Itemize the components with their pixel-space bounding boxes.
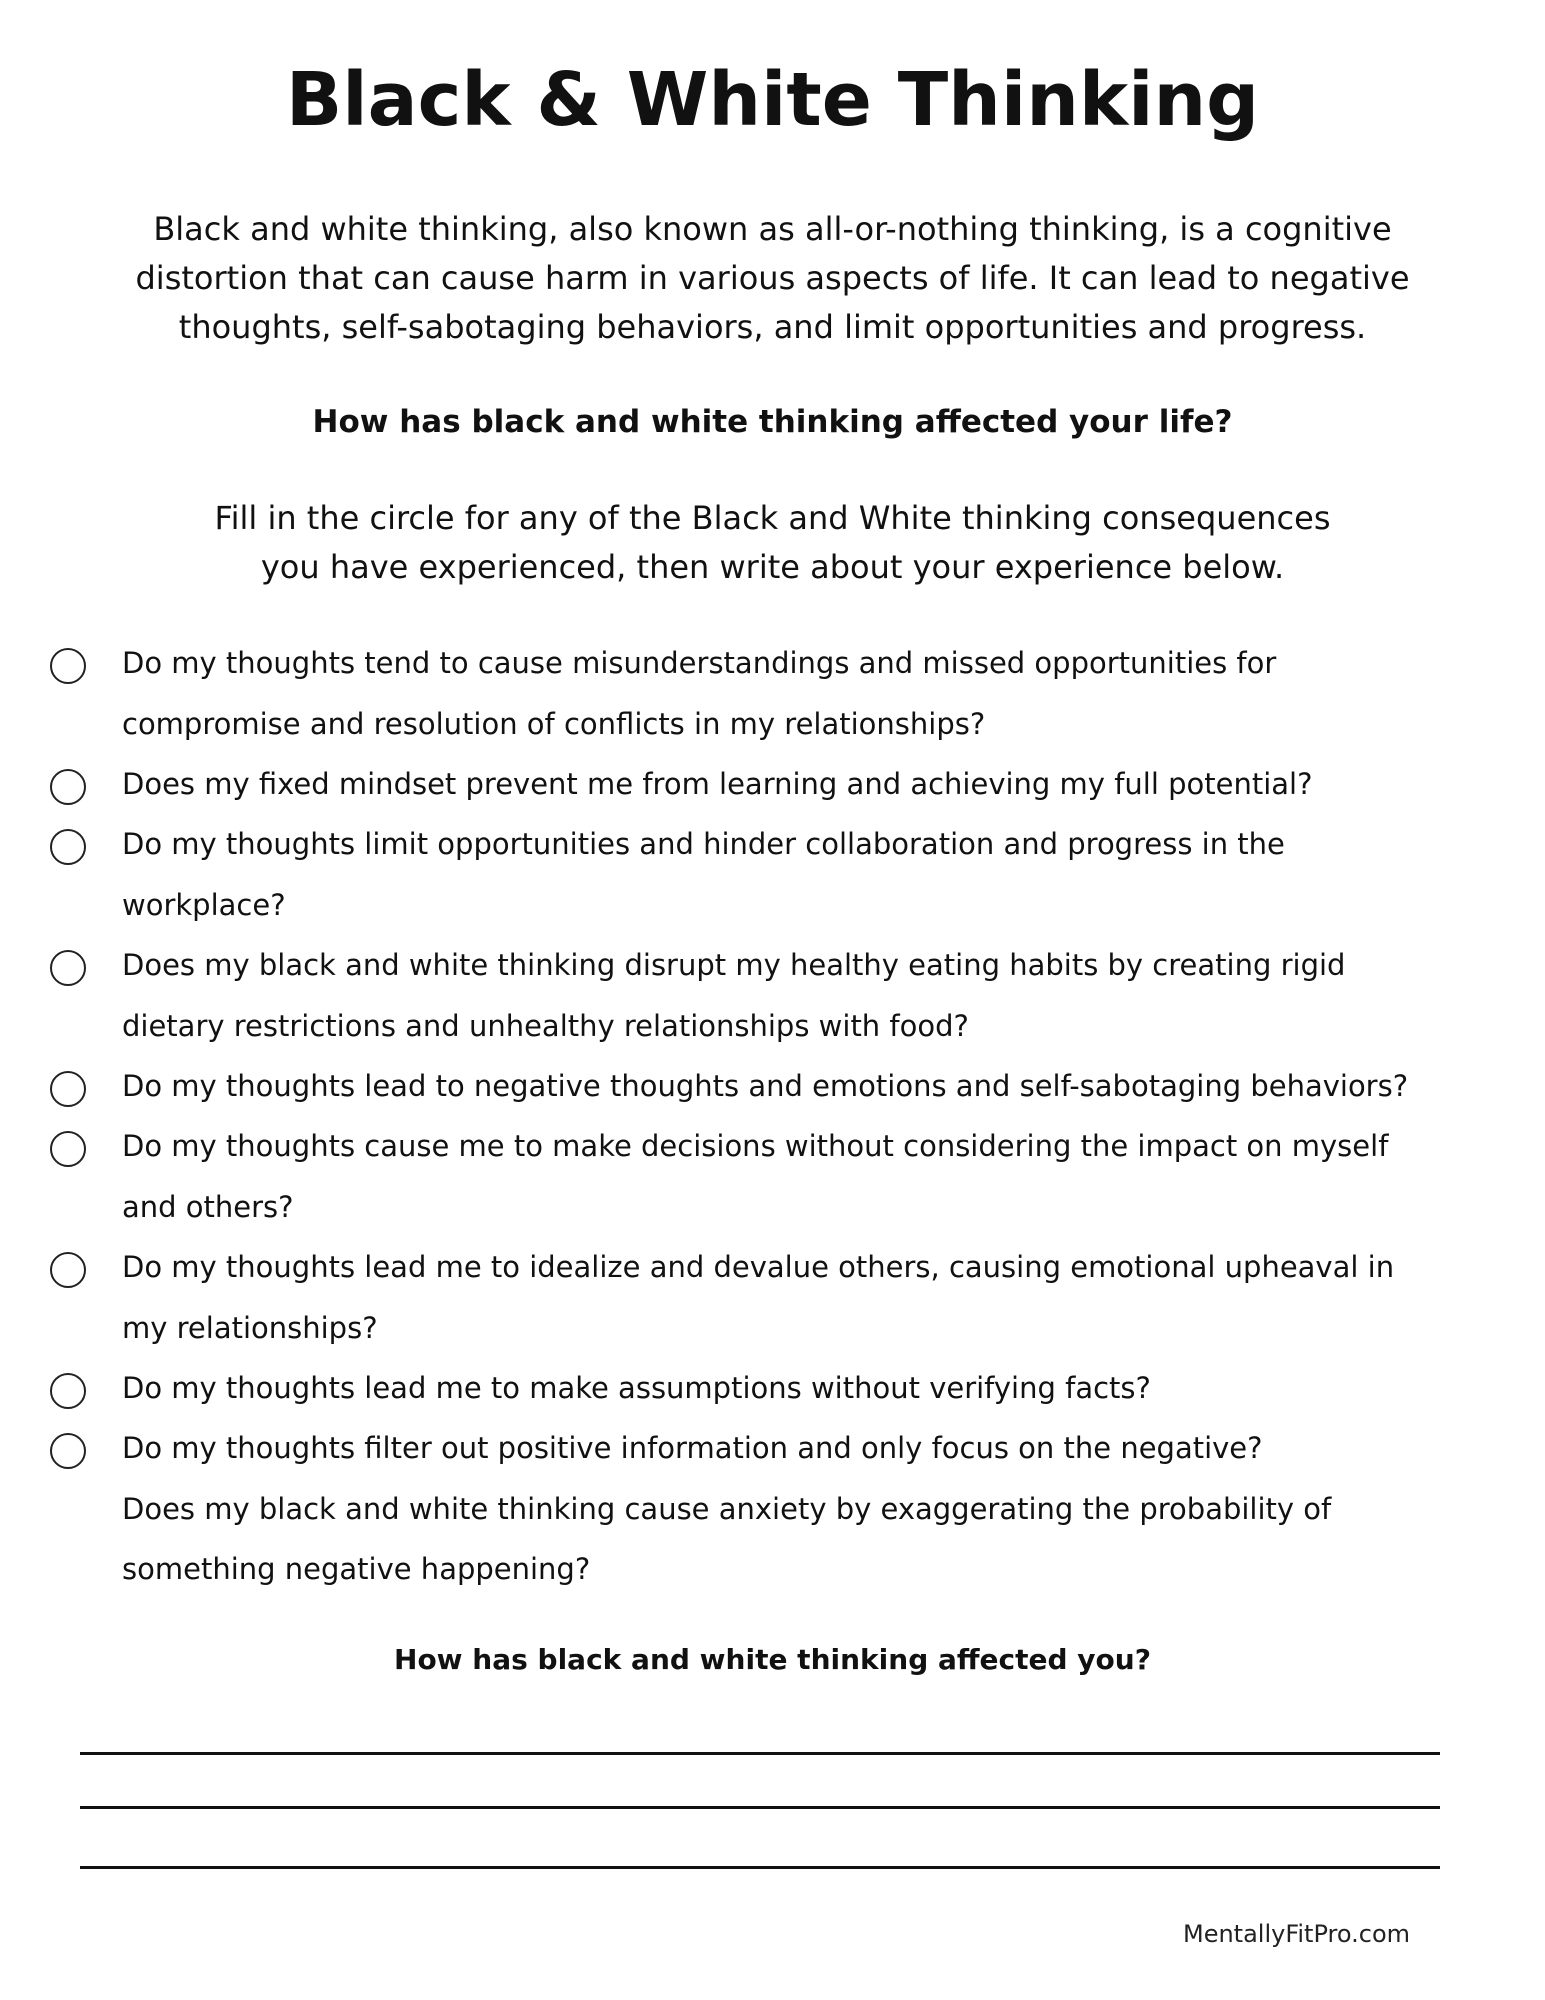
item-line: and others? (122, 1189, 294, 1224)
checkbox-circle[interactable] (50, 1071, 86, 1107)
writing-line[interactable] (80, 1806, 1440, 1809)
checklist-item-text (122, 1116, 1507, 1237)
checkbox-circle[interactable] (50, 769, 86, 805)
checkbox-circle[interactable] (50, 648, 86, 684)
item-line: Do my thoughts filter out positive information and only focus on the negative? (122, 1431, 1263, 1465)
intro-line: Black and white thinking, also known as all-or-nothing thinking, is a cognitive (153, 210, 1392, 248)
item-line: Do my thoughts lead to negative thoughts and emotions and self-sabotaging behaviors? (122, 1069, 1409, 1103)
item-line: Do my thoughts cause me to make decisions without considering the impact on myself (122, 1129, 1389, 1163)
page-title: Black & White Thinking (285, 57, 1260, 143)
checklist-item-text (122, 814, 1507, 935)
checkbox-circle[interactable] (50, 1131, 86, 1167)
instructions-line-2: you have experienced, then write about your experience below. (260, 548, 1285, 586)
item-line: something negative happening? (122, 1552, 591, 1586)
checklist-item-text (122, 754, 1507, 815)
item-line: compromise and resolution of conflicts in my relationships? (122, 706, 986, 741)
checklist-item-text (122, 1056, 1507, 1117)
instructions (120, 494, 1425, 592)
checklist-item-text (122, 935, 1507, 1056)
item-line: Do my thoughts tend to cause misunderstandings and missed opportunities for (122, 646, 1277, 680)
intro-line: thoughts, self-sabotaging behaviors, and limit opportunities and progress. (178, 308, 1367, 346)
checklist-item-text (122, 633, 1507, 754)
item-line: Do my thoughts lead me to make assumptions without verifying facts? (122, 1371, 1151, 1405)
item-line: Does my black and white thinking cause anxiety by exaggerating the probability of (122, 1491, 1332, 1526)
checkbox-circle[interactable] (50, 1433, 86, 1469)
checklist-item-text (122, 1358, 1507, 1419)
reflection-heading: How has black and white thinking affected you? (394, 1643, 1151, 1676)
item-line: Does my fixed mindset prevent me from learning and achieving my full potential? (122, 767, 1313, 801)
checkbox-circle[interactable] (50, 1252, 86, 1288)
item-line: workplace? (122, 887, 286, 922)
intro-paragraph (60, 205, 1485, 352)
question-heading: How has black and white thinking affected your life? (312, 404, 1233, 440)
writing-line[interactable] (80, 1752, 1440, 1755)
item-line: Do my thoughts limit opportunities and hinder collaboration and progress in the (122, 827, 1285, 861)
checklist-item-text (122, 1237, 1507, 1358)
item-line: Do my thoughts lead me to idealize and devalue others, causing emotional upheaval in (122, 1250, 1395, 1284)
checkbox-circle[interactable] (50, 829, 86, 865)
item-line: dietary restrictions and unhealthy relationships with food? (122, 1008, 969, 1043)
item-line: Does my black and white thinking disrupt my healthy eating habits by creating rigid (122, 948, 1346, 982)
instructions-line-1: Fill in the circle for any of the Black and White thinking consequences (214, 499, 1331, 537)
footer-website: MentallyFitPro.com (1182, 1920, 1410, 1948)
checkbox-circle[interactable] (50, 950, 86, 986)
checklist-item-text (122, 1418, 1507, 1600)
intro-line: distortion that can cause harm in various aspects of life. It can lead to negative (135, 259, 1410, 297)
checkbox-circle[interactable] (50, 1373, 86, 1409)
item-line: my relationships? (122, 1310, 378, 1345)
writing-line[interactable] (80, 1866, 1440, 1869)
